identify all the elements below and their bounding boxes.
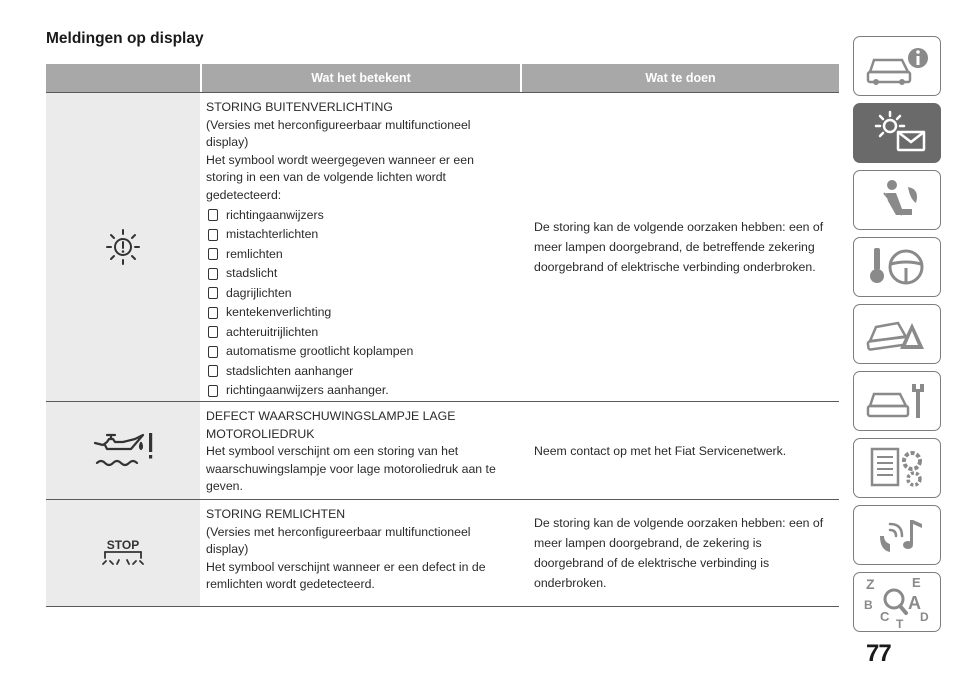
tab-starting-driving[interactable]	[853, 237, 941, 297]
list-item-label: stadslichten aanhanger	[226, 363, 354, 378]
checkbox-bullet-icon	[208, 209, 218, 221]
meaning-cell	[202, 402, 520, 499]
index-letter: E	[912, 575, 921, 590]
meaning-cell	[202, 500, 520, 606]
meaning-text: Het symbool verschijnt om een storing van het waarschuwingslampje voor lage motoroliedruk aan te geven.	[206, 444, 496, 494]
meaning-text: Het symbool wordt weergegeven wanneer er een storing in een van de volgende lichten wordt gedetecteerd:	[206, 152, 474, 202]
technical-data-icon	[862, 443, 932, 493]
meaning-cell	[202, 93, 520, 401]
list-item	[206, 303, 514, 323]
meaning-title: DEFECT WAARSCHUWINGSLAMPJE LAGE MOTOROLIEDRUK	[206, 409, 456, 441]
index-letter: B	[864, 598, 873, 612]
messages-table	[46, 64, 839, 607]
checkbox-bullet-icon	[208, 248, 218, 260]
list-item	[206, 323, 514, 343]
header-icon-column	[46, 64, 200, 92]
emergency-breakdown-icon	[862, 309, 932, 359]
index-letter: Z	[866, 576, 875, 592]
table-header	[46, 64, 839, 92]
icon-cell	[46, 402, 200, 499]
tab-technical-data[interactable]	[853, 438, 941, 498]
meaning-title: STORING REMLICHTEN	[206, 507, 346, 521]
table-row	[46, 401, 839, 499]
list-item-label: mistachterlichten	[226, 227, 319, 242]
affected-lights-list	[206, 206, 514, 401]
list-item	[206, 362, 514, 382]
list-item	[206, 206, 514, 226]
table-row	[46, 499, 839, 607]
tab-safety[interactable]	[853, 170, 941, 230]
header-meaning: Wat het betekent	[202, 64, 520, 92]
meaning-text: Het symbool verschijnt wanneer er een defect in de remlichten wordt gedetecteerd.	[206, 559, 486, 592]
alphabetical-index-icon	[860, 575, 934, 629]
checkbox-bullet-icon	[208, 307, 218, 319]
checkbox-bullet-icon	[208, 346, 218, 358]
stop-light-failure-icon	[99, 536, 147, 570]
list-item-label: achteruitrijlichten	[226, 324, 319, 339]
action-text: Neem contact op met het Fiat Servicenetwerk.	[534, 443, 787, 458]
safety-seat-airbag-icon	[862, 175, 932, 225]
checkbox-bullet-icon	[208, 326, 218, 338]
warning-lights-messages-icon	[862, 108, 932, 158]
list-item	[206, 342, 514, 362]
tab-multimedia[interactable]	[853, 505, 941, 565]
tab-emergency[interactable]	[853, 304, 941, 364]
meaning-text: (Versies met herconfigureerbaar multifunctioneel display)	[206, 524, 471, 557]
list-item-label: stadslicht	[226, 266, 278, 281]
index-letter: C	[880, 609, 890, 624]
icon-cell	[46, 500, 200, 606]
list-item-label: richtingaanwijzers	[226, 207, 324, 222]
action-cell	[522, 93, 839, 401]
index-letter: D	[920, 610, 929, 624]
stop-icon-label: STOP	[106, 538, 140, 552]
checkbox-bullet-icon	[208, 229, 218, 241]
list-item	[206, 225, 514, 245]
tab-warning-lights-messages[interactable]	[853, 103, 941, 163]
index-letter: A	[908, 593, 921, 613]
checkbox-bullet-icon	[208, 385, 218, 397]
tab-alphabetical-index[interactable]	[853, 572, 941, 632]
key-steering-wheel-icon	[862, 242, 932, 292]
page-number: 77	[866, 640, 891, 667]
checkbox-bullet-icon	[208, 268, 218, 280]
action-cell	[522, 402, 839, 499]
meaning-text: (Versies met herconfigureerbaar multifunctioneel display)	[206, 117, 471, 150]
meaning-title: STORING BUITENVERLICHTING	[206, 100, 393, 114]
table-row	[46, 92, 839, 401]
checkbox-bullet-icon	[208, 365, 218, 377]
action-text: De storing kan de volgende oorzaken hebben: een of meer lampen doorgebrand, de betreffende zekering doorgebrand of elektrische verbinding onderbroken.	[534, 220, 824, 274]
list-item-label: automatisme grootlicht koplampen	[226, 344, 414, 359]
exterior-light-failure-icon	[103, 227, 143, 267]
car-info-icon	[862, 42, 932, 90]
list-item-label: dagrijlichten	[226, 285, 292, 300]
index-letter: T	[896, 617, 904, 629]
action-cell	[522, 500, 839, 606]
list-item	[206, 284, 514, 304]
tab-car-info[interactable]	[853, 36, 941, 96]
chapter-tabs	[853, 36, 941, 639]
icon-cell	[46, 93, 200, 401]
action-text: De storing kan de volgende oorzaken hebben: een of meer lampen doorgebrand, de zekering is doorgebrand of de elektrische verbinding is onderbroken.	[534, 516, 824, 590]
list-item	[206, 264, 514, 284]
checkbox-bullet-icon	[208, 287, 218, 299]
car-maintenance-icon	[862, 376, 932, 426]
list-item	[206, 245, 514, 265]
tab-maintenance[interactable]	[853, 371, 941, 431]
list-item	[206, 381, 514, 401]
multimedia-icon	[862, 510, 932, 560]
header-action: Wat te doen	[522, 64, 839, 92]
list-item-label: remlichten	[226, 246, 283, 261]
page-title: Meldingen op display	[46, 30, 204, 47]
list-item-label: kentekenverlichting	[226, 305, 332, 320]
oil-pressure-warning-icon	[91, 429, 155, 473]
list-item-label: richtingaanwijzers aanhanger.	[226, 383, 389, 398]
